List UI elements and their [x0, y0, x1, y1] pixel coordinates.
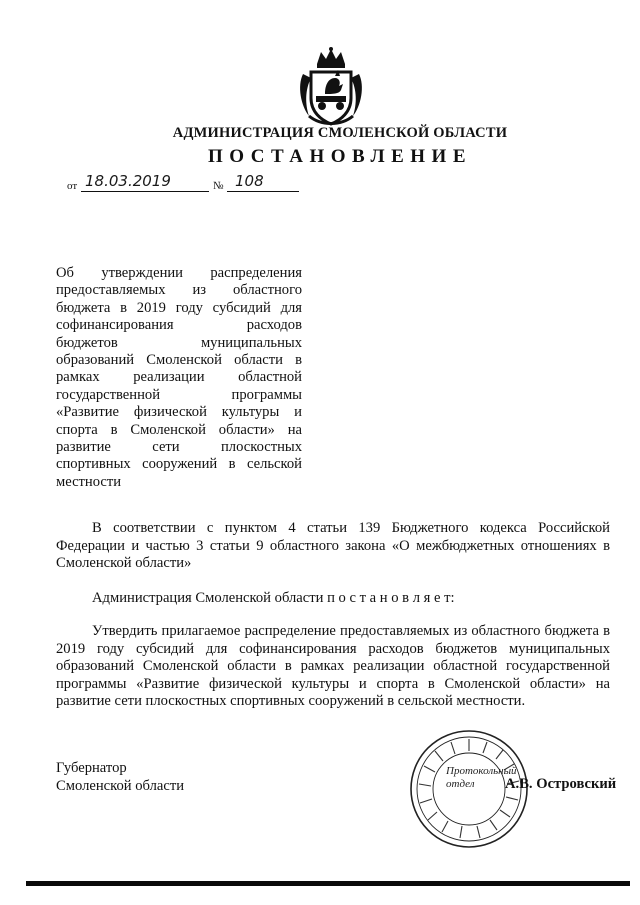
subject-line: предоставляемых из областного: [56, 282, 302, 299]
document-type-title: ПОСТАНОВЛЕНИЕ: [207, 146, 473, 167]
subject-line: спорта в Смоленской области» на: [56, 421, 302, 438]
stamp-line: Протокольный: [446, 765, 517, 777]
document-number: 108: [235, 172, 264, 190]
subject-line: государственной программы: [56, 386, 302, 403]
decree-subject: Администрация Смоленской области: [92, 590, 328, 606]
subject-line: развитие сети плоскостных: [56, 439, 302, 456]
subject-line: образований Смоленской области в: [56, 352, 302, 369]
bottom-border: [26, 881, 630, 886]
subject-line: местности: [56, 473, 122, 490]
subject-line: «Развитие физической культуры и: [56, 404, 302, 421]
document-subject: [56, 265, 302, 491]
organization-name: АДМИНИСТРАЦИЯ СМОЛЕНСКОЙ ОБЛАСТИ: [172, 125, 508, 141]
signer-position: [56, 760, 184, 795]
subject-line: спортивных сооружений в сельской: [56, 456, 302, 473]
signer-position-line: Губернатор: [56, 760, 127, 776]
coat-of-arms-icon: [295, 46, 367, 126]
signer-position-line: Смоленской области: [56, 777, 185, 794]
subject-line: бюджета в 2019 году субсидий для: [56, 299, 302, 316]
stamp-line: отдел: [446, 778, 475, 790]
subject-line: Об утверждении распределения: [56, 265, 302, 281]
subject-line: рамках реализации областной: [56, 369, 302, 386]
from-label: от: [67, 180, 78, 192]
decree-paragraph: [56, 590, 610, 608]
preamble-paragraph: В соответствии с пунктом 4 статьи 139 Бюджетного кодекса Российской Федерации и частью 3 статьи 9 областного закона «О межбюджетных отношениях в Смоленской области»: [56, 520, 610, 572]
signer-name: А.В. Островский: [505, 776, 617, 792]
subject-line: бюджетов муниципальных: [56, 334, 302, 351]
decree-verb: п о с т а н о в л я е т:: [327, 590, 455, 606]
subject-line: софинансирования расходов: [56, 317, 302, 334]
number-underline: [227, 191, 299, 192]
resolution-paragraph: Утвердить прилагаемое распределение предоставляемых из областного бюджета в 2019 году субсидий для софинансирования расходов бюджетов муниципальных образований Смоленской области в рамках реализации областной государственной программы «Развитие физической культуры и спорта в Смоленской области» на развитие сети плоскостных спортивных сооружений в сельской местности.: [56, 623, 610, 710]
date-underline: [81, 191, 209, 192]
document-date: 18.03.2019: [85, 172, 171, 190]
number-label: №: [213, 180, 224, 192]
